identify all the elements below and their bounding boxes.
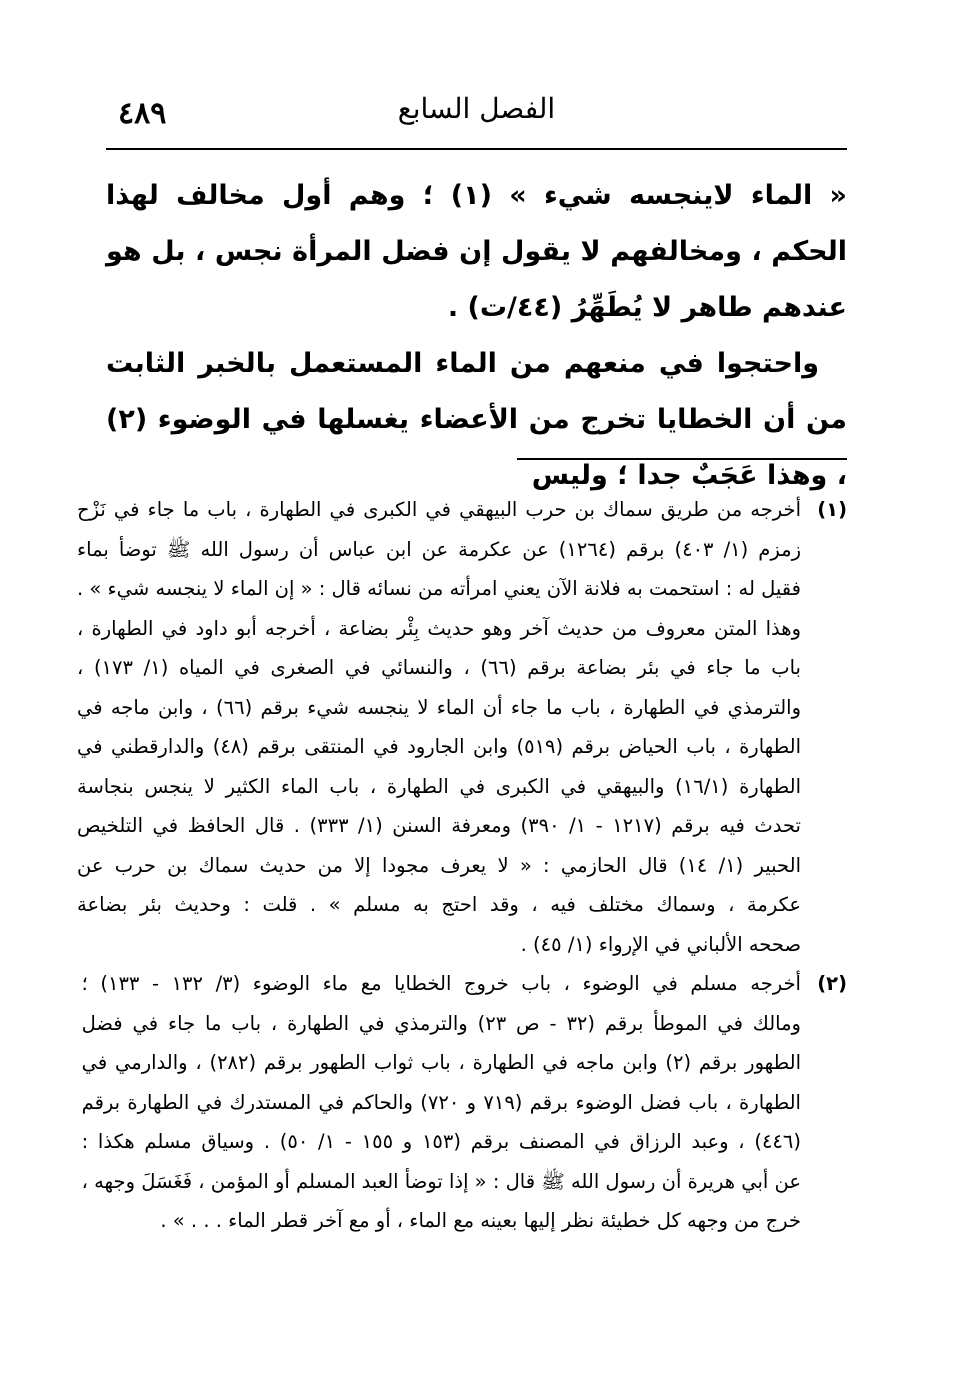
footnote-line: الحبير (١/ ١٤) قال الحازمي : « لا يعرف مجودا إلا من حديث سماك بن حرب عن: [76, 853, 801, 877]
footnote-number: (١): [817, 498, 847, 521]
footnote-line: فقيل له : استحمت به فلانة الآن يعني امرأته من نسائه قال : « إن الماء لا ينجسه شيء » .: [76, 577, 801, 600]
footnote-line: ومالك في الموطأ برقم (٣٢ - ص ٢٣) والترمذي في الطهارة ، باب ما جاء في فضل: [81, 1011, 801, 1035]
footnote-number: (٢): [817, 972, 847, 995]
footnote-line: تحدث فيه برقم (١٢١٧ - ١/ ٣٩٠) ومعرفة السنن (١/ ٣٣٣) . قال الحافظ في التلخيص: [76, 814, 801, 837]
footnote-line: والترمذي في الطهارة ، باب ما جاء أن الماء لا ينجسه شيء برقم (٦٦) ، وابن ماجه في: [76, 695, 801, 719]
main-text: [106, 168, 847, 504]
main-paragraph: « الماء لاينجسه شيء » (١) ؛ وهم أول مخالف لهذا الحكم ، ومخالفهم لا يقول إن فضل المرأة نجس ، بل هو عندهم طاهر لا يُطَهِّرُ (٤٤/ت) .: [106, 180, 847, 323]
footnote-separator: [517, 458, 847, 460]
footnote-line: الطهارة (١٦/١) والبيهقي في الكبرى في الطهارة ، باب الماء الكثير لا ينجس بنجاسة: [76, 774, 801, 798]
footnote-2: [81, 964, 847, 1241]
footnote-line: أخرجه مسلم في الوضوء ، باب خروج الخطايا مع ماء الوضوء (٣/ ١٣٢ - ١٣٣) ؛: [81, 972, 801, 995]
footnote-line: زمزم (١/ ٤٠٣) برقم (١٢٦٤) عن عكرمة عن ابن عباس أن رسول الله ﷺ توضأ بماء: [76, 537, 801, 561]
footnote-line: (٤٤٦) ، وعبد الرزاق في المصنف برقم (١٥٣ و ١٥٥ - ١/ ٥٠) . وسياق مسلم هكذا :: [81, 1130, 801, 1153]
footnote-1: [76, 490, 847, 964]
footnote-line: عكرمة ، وسماك مختلف فيه ، وقد احتج به مسلم » . قلت : وحديث بئر بضاعة: [76, 893, 801, 916]
footnote-line: الطهارة ، باب الحياض برقم (٥١٩) وابن الجارود في المنتقى برقم (٤٨) والدارقطني في: [76, 735, 801, 758]
footnote-line: خرج من وجهه كل خطيئة نظر إليها بعينه مع الماء ، أو مع آخر قطر الماء . . . » .: [160, 1209, 801, 1232]
main-paragraph: واحتجوا في منعهم من الماء المستعمل بالخبر الثابت من أن الخطايا تخرج من الأعضاء يغسلها في الوضوء (٢) ، وهذا عَجَبٌ جدا ؛ وليس: [106, 348, 847, 491]
footnote-line: صححه الألباني في الإرواء (١/ ٤٥) .: [520, 932, 801, 956]
footnote-line: أخرجه من طريق سماك بن حرب البيهقي في الكبرى في الطهارة ، باب ما جاء في نَزْح: [76, 498, 801, 521]
footnote-line: الطهارة ، باب فضل الوضوء برقم (٧١٩ و ٧٢٠) والحاكم في المستدرك في الطهارة برقم: [81, 1090, 801, 1114]
page-header: [100, 92, 853, 142]
header-rule: [106, 148, 847, 150]
footnotes: [76, 490, 847, 1241]
page-number: ٤٨٩: [118, 96, 167, 131]
footnote-line: باب ما جاء في بئر بضاعة برقم (٦٦) ، والنسائي في الصغرى في المياه (١/ ١٧٣) ،: [76, 656, 801, 679]
footnote-body: [82, 964, 801, 1241]
running-title: الفصل السابع: [397, 92, 556, 125]
footnote-body: [77, 490, 801, 964]
footnote-line: الطهور برقم (٢) وابن ماجه في الطهارة ، باب ثواب الطهور برقم (٢٨٢) ، والدارمي في: [81, 1051, 801, 1074]
footnote-line: عن أبي هريرة أن رسول الله ﷺ قال : « إذا توضأ العبد المسلم أو المؤمن ، فَغَسَلَ وجهه ،: [81, 1169, 801, 1193]
footnote-line: وهذا المتن معروف من حديث آخر وهو حديث بِئْر بضاعة ، أخرجه أبو داود في الطهارة ،: [76, 616, 801, 640]
